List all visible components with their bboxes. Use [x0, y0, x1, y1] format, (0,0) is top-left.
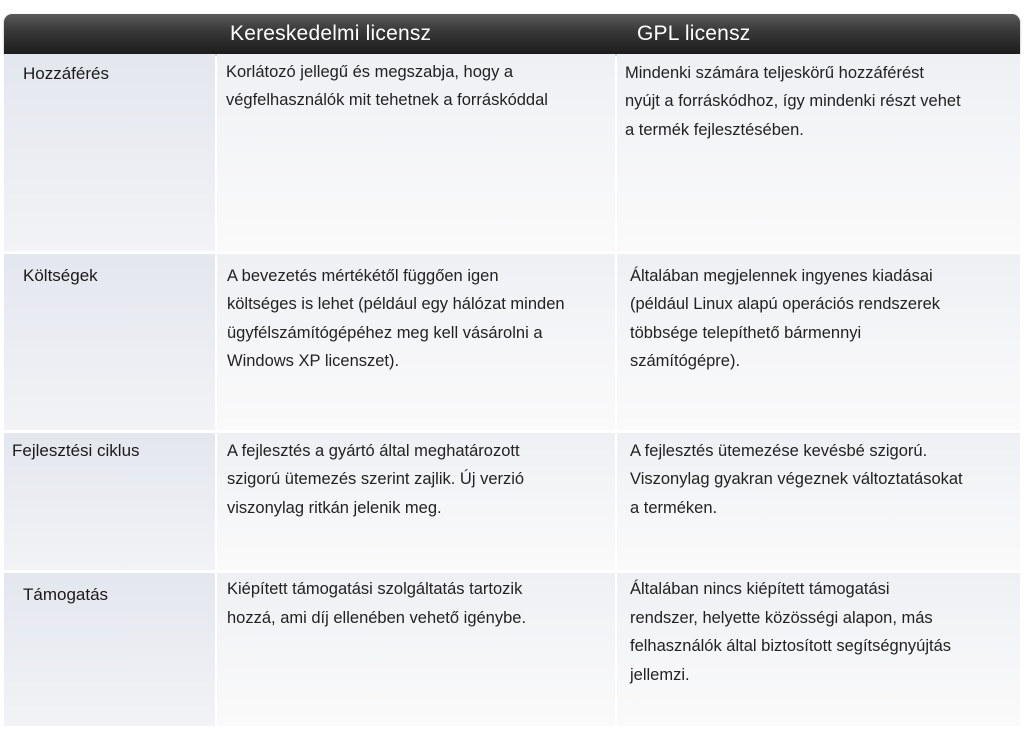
row-label: Hozzáférés [23, 64, 109, 83]
row-label-cell [4, 573, 215, 726]
cell-line: Viszonylag gyakran végeznek változtatásokat [630, 470, 963, 488]
cell-line: viszonylag ritkán jelenik meg. [227, 499, 442, 517]
gpl-cell [617, 54, 1020, 251]
row-label-cell [4, 54, 215, 251]
table-row-development-cycle [4, 433, 1020, 570]
cell-line: Általában nincs kiépített támogatási [630, 580, 890, 598]
cell-line: rendszer, helyette közösségi alapon, más [630, 609, 933, 627]
header-commercial-license: Kereskedelmi licensz [230, 22, 432, 45]
commercial-cell [217, 573, 615, 726]
table-row-costs [4, 254, 1020, 430]
cell-line: költséges is lehet (például egy hálózat minden [227, 295, 565, 313]
row-label: Fejlesztési ciklus [12, 441, 140, 460]
commercial-cell [217, 433, 615, 570]
license-comparison-table [4, 14, 1020, 726]
cell-line: nyújt a forráskódhoz, így mindenki részt vehet [625, 92, 961, 110]
cell-line: a terméken. [630, 499, 718, 517]
table-header [4, 14, 1020, 54]
row-label-cell [4, 433, 215, 570]
cell-line: A bevezetés mértékétől függően igen [227, 267, 499, 285]
commercial-cell [217, 54, 615, 251]
row-label-cell [4, 254, 215, 430]
cell-line: hozzá, ami díj ellenében vehető igénybe. [227, 609, 527, 627]
header-gpl-license: GPL licensz [637, 22, 751, 45]
cell-line: A fejlesztés ütemezése kevésbé szigorú. [630, 442, 928, 460]
cell-line: szigorú ütemezés szerint zajlik. Új verzió [227, 470, 525, 488]
gpl-cell [617, 573, 1020, 726]
cell-line: ügyfélszámítógépéhez meg kell vásárolni a [227, 324, 543, 342]
gpl-cell [617, 433, 1020, 570]
row-label: Költségek [23, 266, 98, 285]
cell-line: végfelhasználók mit tehetnek a forráskóddal [226, 91, 548, 109]
cell-line: Korlátozó jellegű és megszabja, hogy a [226, 63, 514, 81]
cell-line: Mindenki számára teljeskörű hozzáférést [625, 64, 924, 82]
row-label: Támogatás [23, 585, 109, 604]
cell-line: A fejlesztés a gyártó által meghatározott [227, 442, 520, 460]
cell-line: (például Linux alapú operációs rendszerek [630, 295, 941, 313]
table-row-access [4, 54, 1020, 251]
cell-line: többsége telepíthető bármennyi [630, 324, 862, 342]
table-row-support [4, 573, 1020, 726]
gpl-cell [617, 254, 1020, 430]
cell-line: felhasználók által biztosított segítségnyújtás [630, 637, 952, 655]
cell-line: Windows XP licenszet). [227, 352, 400, 370]
cell-line: a termék fejlesztésében. [625, 121, 804, 139]
cell-line: számítógépre). [630, 352, 741, 370]
commercial-cell [217, 254, 615, 430]
cell-line: jellemzi. [630, 666, 690, 684]
cell-line: Kiépített támogatási szolgáltatás tartozik [227, 580, 523, 598]
cell-line: Általában megjelennek ingyenes kiadásai [630, 267, 933, 285]
